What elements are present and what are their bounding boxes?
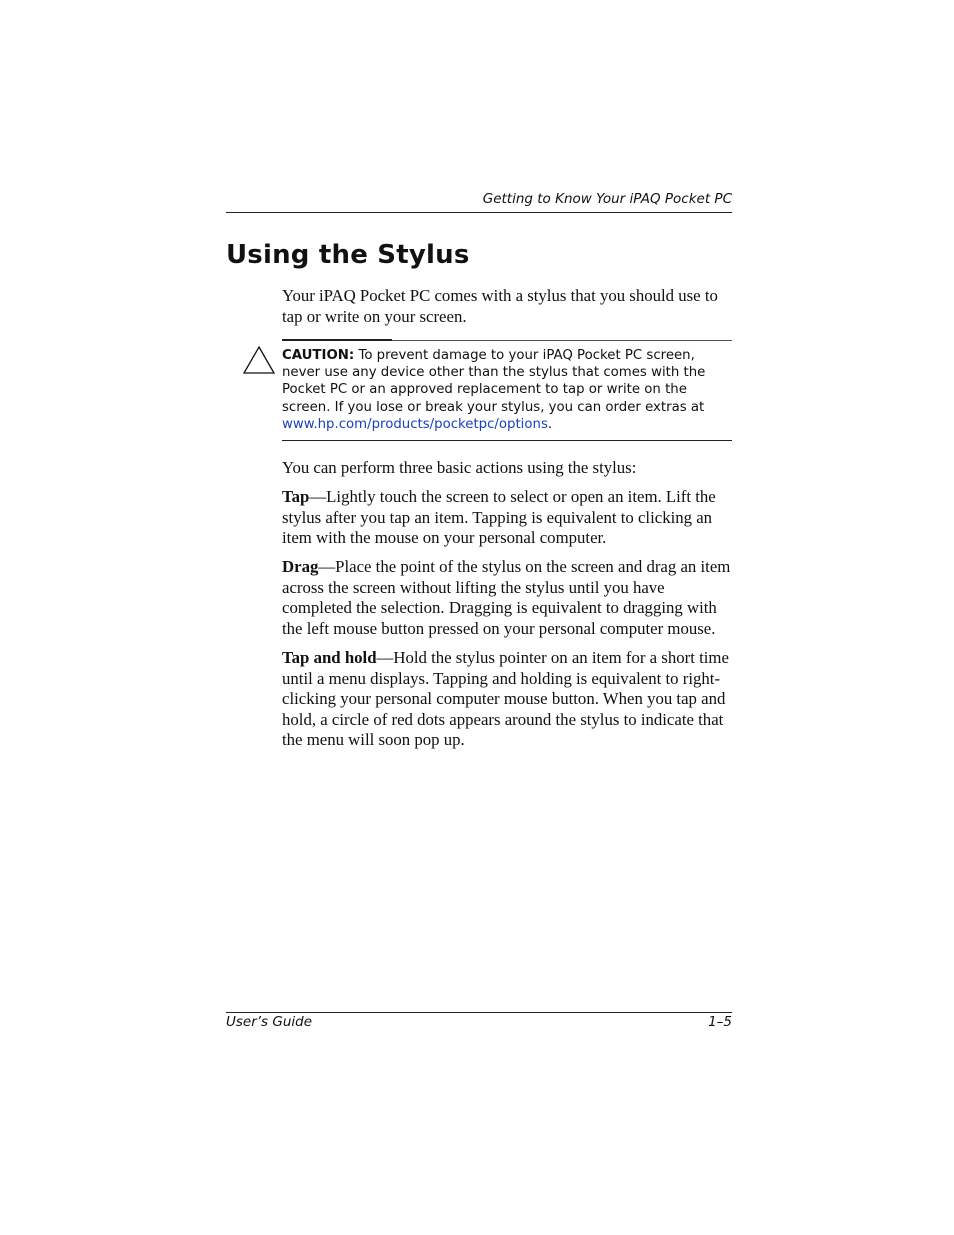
header-rule xyxy=(226,212,732,213)
caution-label: CAUTION: xyxy=(282,348,355,363)
action-drag-description: —Place the point of the stylus on the screen and drag an item across the screen without lifting the stylus until you have completed the selection. Dragging is equivalent to dragging with the left mouse button pressed on your personal computer mouse. xyxy=(282,557,731,638)
caution-text: To prevent damage to your iPAQ Pocket PC screen, never use any device other than the stylus that comes with the Pocket PC or an approved replacement to tap or write on the screen. If you lose or break your stylus, you can order extras at xyxy=(282,348,706,415)
page-title: Using the Stylus xyxy=(226,240,470,270)
page-number: 1–5 xyxy=(708,1014,732,1030)
action-tap-and-hold-term: Tap and hold xyxy=(282,648,377,667)
action-tap-and-hold xyxy=(282,648,732,751)
action-tap-term: Tap xyxy=(282,487,310,506)
footer-rule xyxy=(226,1012,732,1013)
action-drag-term: Drag xyxy=(282,557,319,576)
caution-link-suffix: . xyxy=(547,416,553,432)
action-drag xyxy=(282,557,732,639)
intro-paragraph: Your iPAQ Pocket PC comes with a stylus that you should use to tap or write on your screen. xyxy=(282,286,718,326)
caution-bottom-rule xyxy=(282,440,732,441)
action-tap-and-hold-description: —Hold the stylus pointer on an item for a short time until a menu displays. Tapping and holding is equivalent to right-clicking your personal computer mouse button. When you tap and hold, a circle of red dots appears around the stylus to indicate that the menu will soon pop up. xyxy=(282,648,729,749)
caution-note xyxy=(282,347,732,433)
footer-guide-title: User’s Guide xyxy=(226,1014,313,1030)
caution-options-link[interactable]: www.hp.com/products/pocketpc/options xyxy=(282,416,548,432)
action-tap xyxy=(282,487,732,549)
caution-top-rule-accent xyxy=(282,339,392,341)
action-tap-description: —Lightly touch the screen to select or open an item. Lift the stylus after you tap an item. Tapping is equivalent to clicking an item with the mouse on your personal computer. xyxy=(282,487,716,547)
actions-intro: You can perform three basic actions using the stylus: xyxy=(282,458,637,477)
caution-triangle-icon xyxy=(242,345,276,375)
running-header: Getting to Know Your iPAQ Pocket PC xyxy=(482,191,732,207)
